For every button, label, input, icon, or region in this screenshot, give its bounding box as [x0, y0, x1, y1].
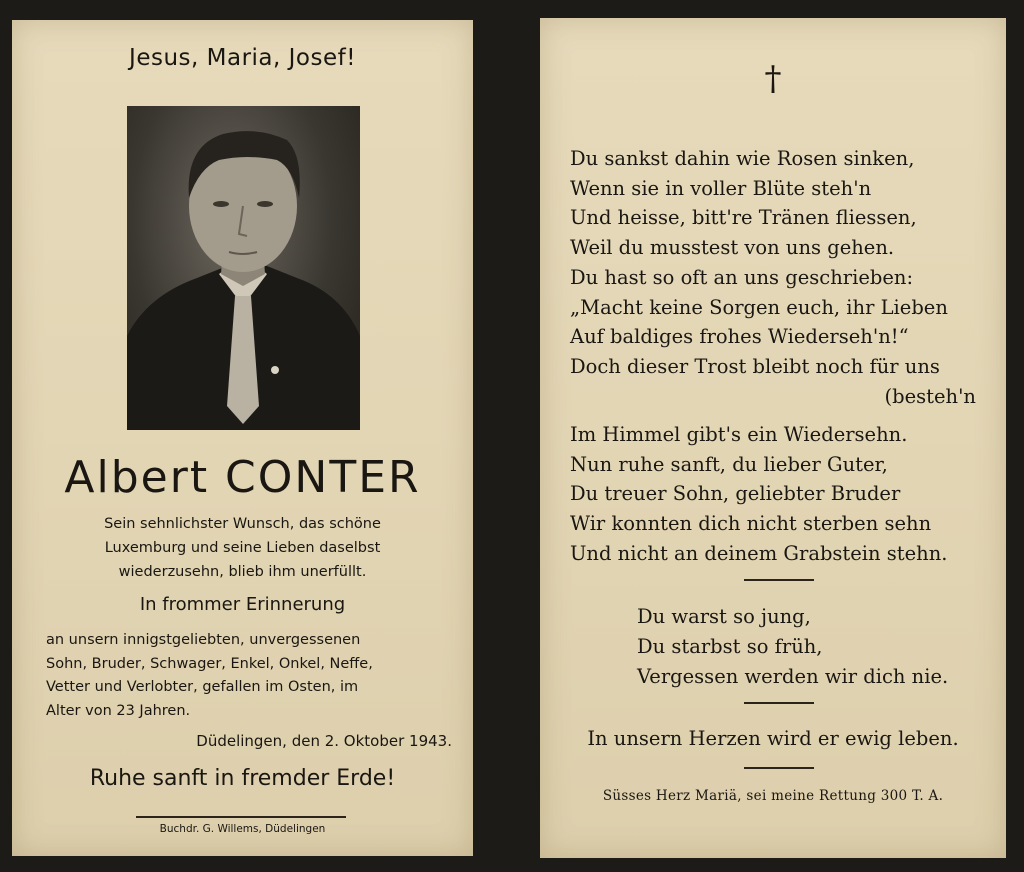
cross-icon: † — [764, 59, 782, 99]
divider — [136, 816, 346, 818]
poem-line: Du treuer Sohn, geliebter Bruder — [570, 482, 901, 506]
poem-stanza — [570, 420, 990, 569]
remembrance-heading: In frommer Erinnerung — [139, 594, 346, 615]
heart-dedication-line: In unsern Herzen wird er ewig leben. — [587, 727, 959, 750]
poem-line: Und heisse, bitt're Tränen fliessen, — [570, 206, 917, 230]
verse-line: Du starbst so früh, — [637, 635, 823, 658]
poem-line: (besteh'n — [884, 384, 976, 408]
poem-line: Im Himmel gibt's ein Wiedersehn. — [570, 423, 908, 446]
dedication-text — [46, 629, 446, 723]
indulgence-prayer: Süsses Herz Mariä, sei meine Rettung 300 T. A. — [602, 788, 944, 804]
poem-line: Weil du musstest von uns gehen. — [570, 236, 895, 260]
final-wish-text — [12, 512, 473, 584]
printer-credit: Buchdr. G. Willems, Düdelingen — [159, 823, 326, 835]
memorial-card-front — [12, 20, 473, 856]
dedication-line: Sohn, Bruder, Schwager, Enkel, Onkel, Neffe, — [46, 655, 373, 672]
deceased-name: Albert CONTER — [64, 452, 421, 503]
poem-line: Nun ruhe sanft, du lieber Guter, — [570, 452, 888, 476]
divider — [744, 767, 814, 769]
place-and-date: Düdelingen, den 2. Oktober 1943. — [196, 732, 452, 750]
divider — [744, 579, 814, 581]
dedication-line: Vetter und Verlobter, gefallen im Osten, im — [46, 679, 359, 695]
poem-line: Du sankst dahin wie Rosen sinken, — [570, 147, 915, 170]
poem-stanza — [570, 144, 990, 411]
poem-line: Wir konnten dich nicht sterben sehn — [570, 512, 932, 536]
dedication-line: Alter von 23 Jahren. — [46, 702, 191, 719]
dedication-line: an unsern innigstgeliebten, unvergessenen — [46, 632, 361, 648]
memorial-card-back — [540, 18, 1006, 858]
poem-line: Du hast so oft an uns geschrieben: — [570, 265, 914, 289]
poem-line: Wenn sie in voller Blüte steh'n — [570, 176, 872, 200]
portrait-photo — [127, 106, 360, 430]
poem-line: Und nicht an deinem Grabstein stehn. — [570, 541, 948, 565]
invocation: Jesus, Maria, Josef! — [129, 45, 356, 71]
verse-line: Vergessen werden wir dich nie. — [637, 665, 949, 688]
verse-line: Du warst so jung, — [637, 605, 811, 628]
rest-in-peace-line: Ruhe sanft in fremder Erde! — [89, 766, 396, 791]
poem-line: „Macht keine Sorgen euch, ihr Lieben — [570, 295, 948, 319]
poem-line: Auf baldiges frohes Wiederseh'n!“ — [570, 325, 909, 349]
wish-line: Sein sehnlichster Wunsch, das schöne — [104, 516, 381, 532]
divider — [744, 702, 814, 704]
poem-line: Doch dieser Trost bleibt noch für uns — [570, 354, 940, 378]
wish-line: wiederzusehn, blieb ihm unerfüllt. — [118, 564, 367, 580]
closing-verse — [637, 602, 948, 692]
wish-line: Luxemburg und seine Lieben daselbst — [104, 540, 381, 556]
